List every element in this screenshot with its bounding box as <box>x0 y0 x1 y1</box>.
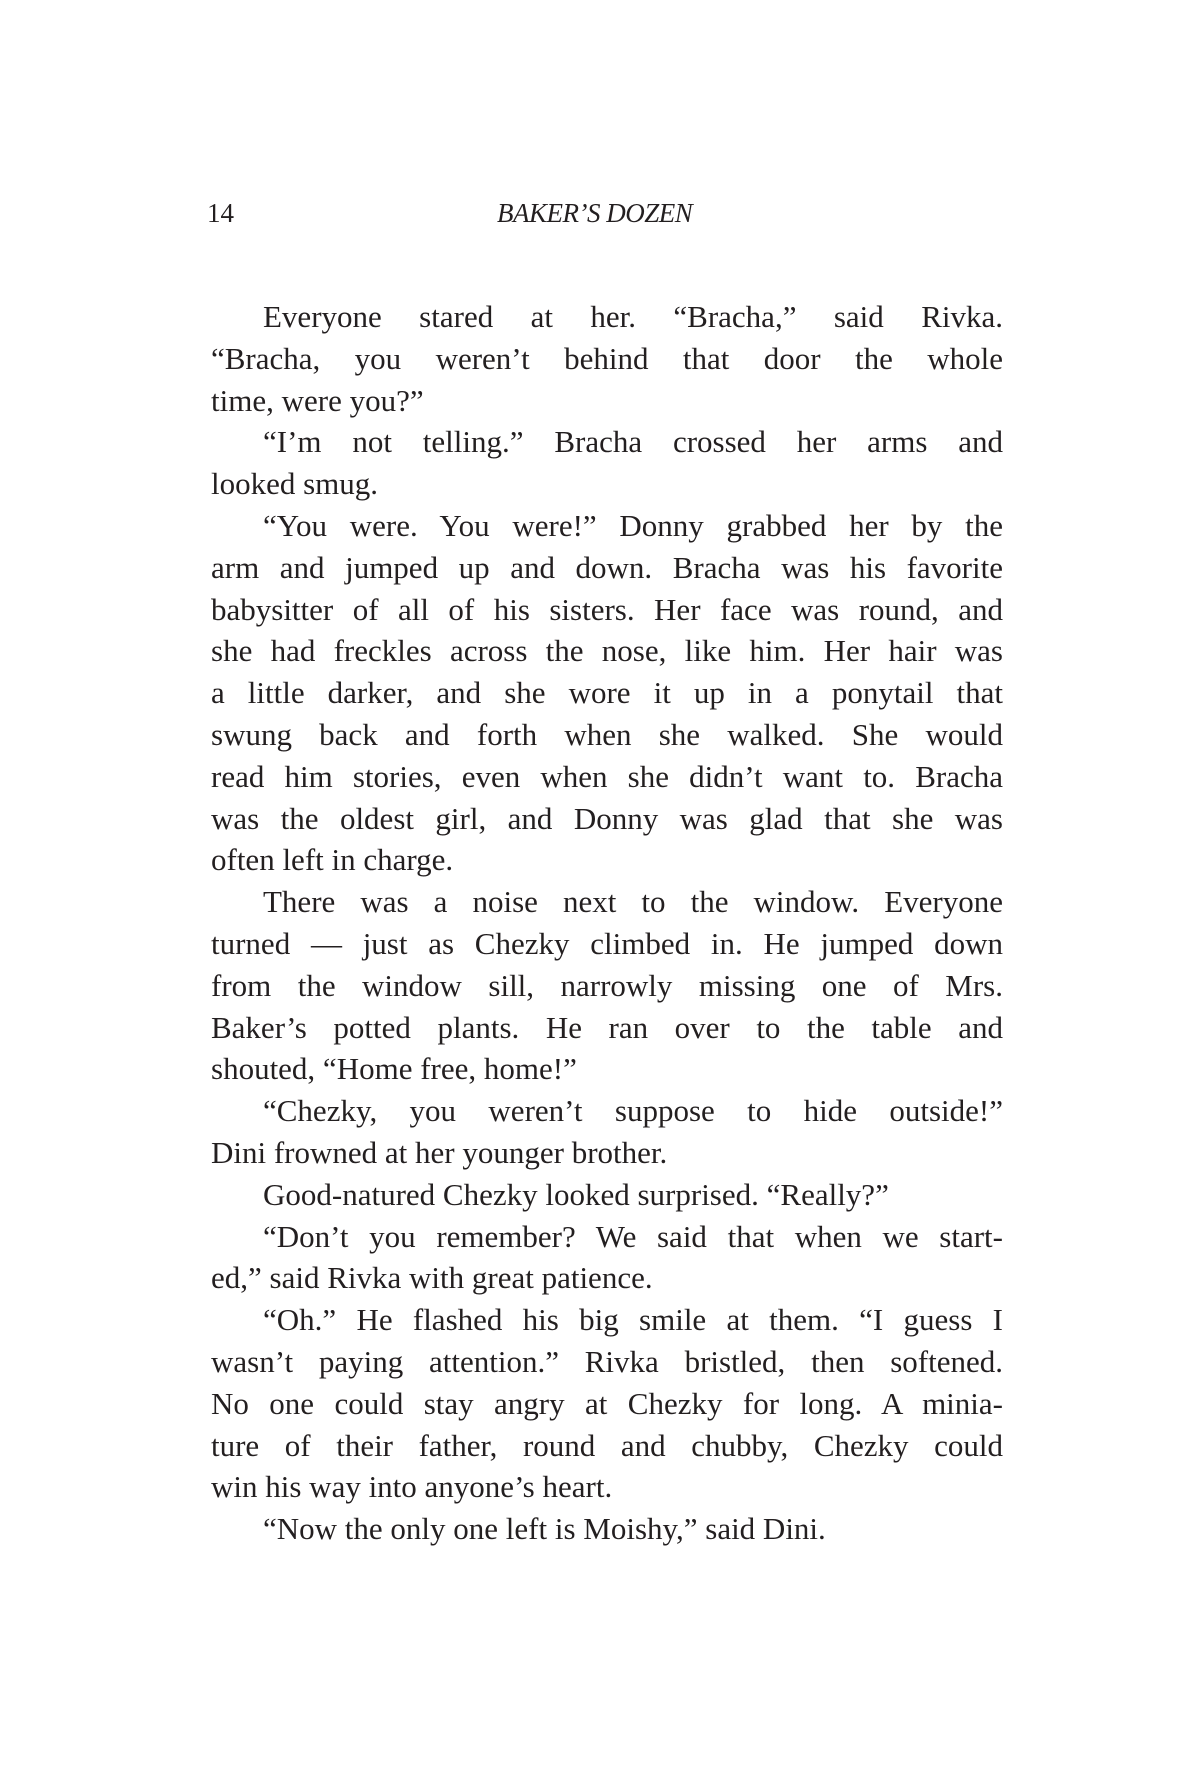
text-line: “Chezky, you weren’t suppose to hide outside!” <box>263 1093 1003 1129</box>
text-line: often left in charge. <box>211 842 454 878</box>
text-line: There was a noise next to the window. Everyone <box>263 884 1003 920</box>
text-line: “Oh.” He flashed his big smile at them. “I guess I <box>263 1302 1003 1338</box>
text-line: ed,” said Rivka with great patience. <box>211 1260 653 1296</box>
text-line: “Bracha, you weren’t behind that door the whole <box>211 340 1003 376</box>
text-line: No one could stay angry at Chezky for long. A minia- <box>211 1385 1003 1421</box>
body-text <box>211 296 1003 1550</box>
text-line: babysitter of all of his sisters. Her face was round, and <box>211 591 1003 627</box>
text-line: read him stories, even when she didn’t want to. Bracha <box>211 758 1003 794</box>
text-line: Baker’s potted plants. He ran over to the table and <box>211 1009 1003 1045</box>
page-number: 14 <box>207 198 234 228</box>
text-line: Dini frowned at her younger brother. <box>211 1134 668 1170</box>
running-head <box>0 198 1200 232</box>
text-line: ture of their father, round and chubby, Chezky could <box>211 1427 1003 1463</box>
text-line: “Don’t you remember? We said that when we start- <box>263 1218 1003 1254</box>
text-line: a little darker, and she wore it up in a ponytail that <box>211 675 1003 711</box>
text-line: “I’m not telling.” Bracha crossed her arms and <box>263 424 1003 460</box>
text-line: arm and jumped up and down. Bracha was his favorite <box>211 549 1003 585</box>
text-line: time, were you?” <box>211 382 424 418</box>
text-line: turned — just as Chezky climbed in. He jumped down <box>211 925 1003 961</box>
text-line: from the window sill, narrowly missing one of Mrs. <box>211 967 1003 1003</box>
text-line: she had freckles across the nose, like him. Her hair was <box>211 633 1003 669</box>
text-line: looked smug. <box>211 466 379 502</box>
text-line: swung back and forth when she walked. She would <box>211 716 1003 752</box>
text-line: was the oldest girl, and Donny was glad that she was <box>211 800 1003 836</box>
running-title: BAKER’S DOZEN <box>497 198 693 228</box>
text-line: “Now the only one left is Moishy,” said Dini. <box>263 1511 826 1547</box>
text-line: “You were. You were!” Donny grabbed her by the <box>263 507 1003 543</box>
text-line: wasn’t paying attention.” Rivka bristled, then softened. <box>211 1343 1003 1379</box>
text-line: Good-natured Chezky looked surprised. “Really?” <box>263 1176 889 1212</box>
text-line: win his way into anyone’s heart. <box>211 1469 613 1505</box>
text-line: shouted, “Home free, home!” <box>211 1051 577 1087</box>
text-line: Everyone stared at her. “Bracha,” said Rivka. <box>263 299 1003 334</box>
